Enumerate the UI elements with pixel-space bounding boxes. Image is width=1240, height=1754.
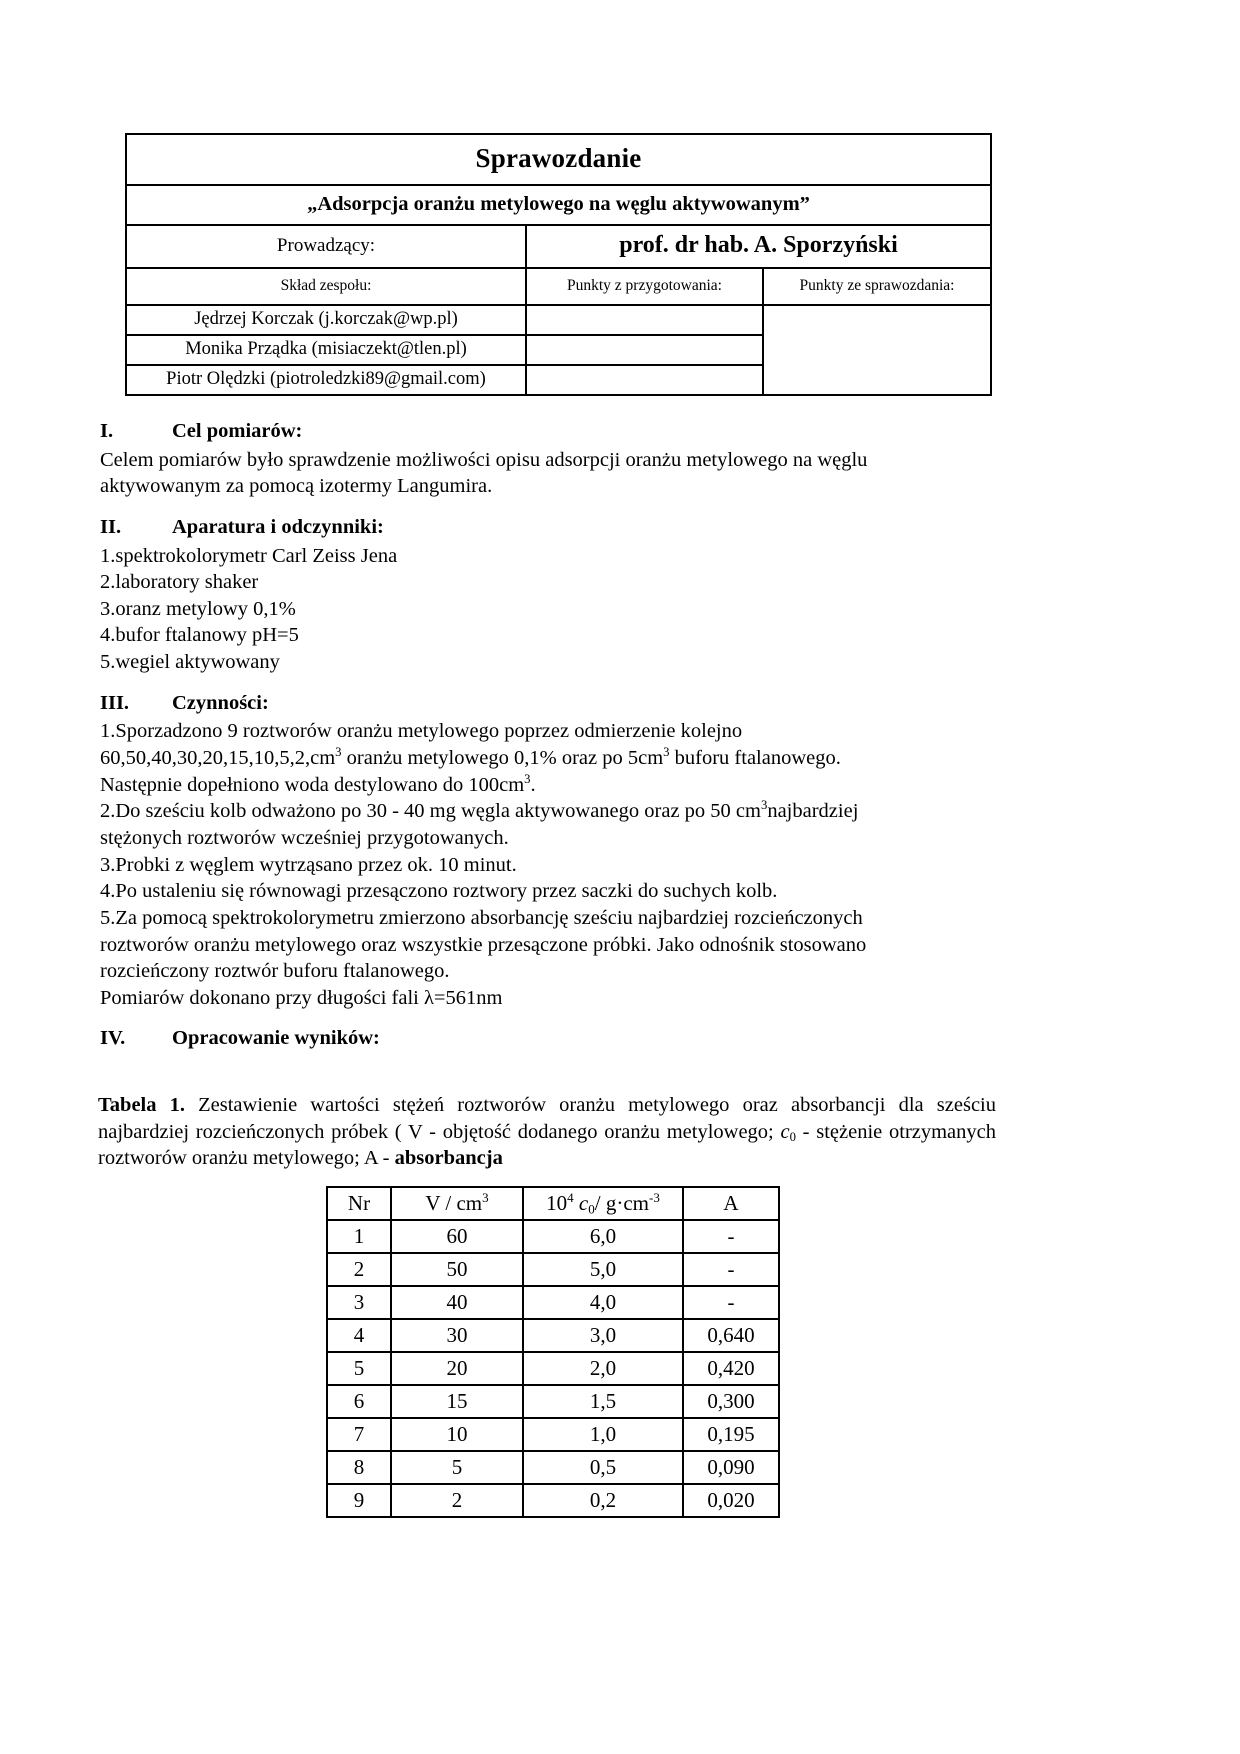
conc-factor: 10 <box>546 1190 568 1215</box>
c0-symbol: c <box>780 1120 790 1143</box>
cell-concentration: 3,0 <box>523 1319 683 1352</box>
procedure-3: 3.Probki z węglem wytrząsano przez ok. 10 minut. <box>100 853 517 876</box>
column-header-absorbance: A <box>683 1187 779 1220</box>
cell-nr: 5 <box>327 1352 391 1385</box>
procedure-1-line-2 <box>100 745 998 772</box>
table-row <box>327 1319 779 1352</box>
procedure-1-mid: oranżu metylowego 0,1% oraz po 5cm <box>341 747 664 770</box>
section-heading-2 <box>100 514 998 541</box>
table-row <box>327 1451 779 1484</box>
cell-absorbance: 0,640 <box>683 1319 779 1352</box>
section-1-line-1: Celem pomiarów było sprawdzenie możliwości opisu adsorpcji oranżu metylowego na węglu <box>100 448 868 471</box>
cell-absorbance: 0,090 <box>683 1451 779 1484</box>
cell-concentration: 6,0 <box>523 1220 683 1253</box>
table-row <box>327 1385 779 1418</box>
procedure-1-volumes: 60,50,40,30,20,15,10,5,2,cm <box>100 747 336 770</box>
procedure-2-text: 2.Do sześciu kolb odważono po 30 - 40 mg węgla aktywowanego oraz po 50 cm <box>100 800 761 823</box>
measurement-table-wrapper <box>98 1186 998 1518</box>
cell-concentration: 1,5 <box>523 1385 683 1418</box>
cell-volume: 50 <box>391 1253 523 1286</box>
procedure-2-line-1 <box>100 798 998 825</box>
table-1-caption-text-a: Zestawienie wartości stężeń roztworów oranżu metylowego oraz absorbancji dla sześciu najbardziej rozcieńczonych próbek ( V - objętość dodanego oranżu metylowego; <box>98 1094 996 1143</box>
points-preparation-label: Punkty z przygotowania: <box>526 268 763 305</box>
procedure-5-line-2: roztworów oranżu metylowego oraz wszystkie przesączone próbki. Jako odnośnik stosowano <box>100 933 867 956</box>
cell-absorbance: - <box>683 1253 779 1286</box>
points-preparation-cell-3[interactable] <box>526 365 763 395</box>
procedure-1-line-1: 1.Sporzadzono 9 roztworów oranżu metylowego poprzez odmierzenie kolejno <box>100 720 743 743</box>
points-preparation-cell-1[interactable] <box>526 305 763 335</box>
supervisor-name: prof. dr hab. A. Sporzyński <box>526 225 991 268</box>
document-page <box>98 0 998 1518</box>
cell-volume: 60 <box>391 1220 523 1253</box>
conc-factor-exponent: 4 <box>567 1189 574 1205</box>
team-member-2: Monika Prządka (misiaczekt@tlen.pl) <box>126 335 526 365</box>
cm3-exponent: 3 <box>524 771 531 786</box>
cell-concentration: 4,0 <box>523 1286 683 1319</box>
procedure-1-period: . <box>530 773 536 796</box>
cell-volume: 15 <box>391 1385 523 1418</box>
cell-absorbance: 0,300 <box>683 1385 779 1418</box>
cm3-exponent: 3 <box>760 798 768 813</box>
cell-nr: 9 <box>327 1484 391 1517</box>
conc-symbol: c <box>573 1190 589 1215</box>
section-heading-1 <box>100 418 998 445</box>
column-header-nr: Nr <box>327 1187 391 1220</box>
points-report-label: Punkty ze sprawozdania: <box>763 268 991 305</box>
section-heading-3 <box>100 690 998 717</box>
table-1-label: Tabela 1. <box>98 1094 185 1117</box>
team-member-1: Jędrzej Korczak (j.korczak@wp.pl) <box>126 305 526 335</box>
table-row <box>327 1418 779 1451</box>
points-report-cell[interactable] <box>763 305 991 395</box>
measurement-table-body <box>327 1220 779 1517</box>
section-4-caption: Opracowanie wyników: <box>172 1027 380 1050</box>
conc-units-exponent: -3 <box>649 1189 660 1205</box>
section-1-numeral: I. <box>100 420 114 442</box>
team-member-row <box>126 305 991 335</box>
team-label: Skład zespołu: <box>126 268 526 305</box>
cell-absorbance: 0,420 <box>683 1352 779 1385</box>
supervisor-label: Prowadzący: <box>126 225 526 268</box>
header-subtitle-row <box>126 185 991 225</box>
cell-nr: 8 <box>327 1451 391 1484</box>
cell-concentration: 0,2 <box>523 1484 683 1517</box>
conc-units: / g·cm <box>594 1190 649 1215</box>
cell-absorbance: - <box>683 1220 779 1253</box>
cell-concentration: 1,0 <box>523 1418 683 1451</box>
cell-nr: 3 <box>327 1286 391 1319</box>
cm3-exponent: 3 <box>335 745 342 760</box>
cell-concentration: 5,0 <box>523 1253 683 1286</box>
procedure-5-line-3: rozcieńczony roztwór buforu ftalanowego. <box>100 960 450 983</box>
column-header-volume <box>391 1187 523 1220</box>
points-preparation-cell-2[interactable] <box>526 335 763 365</box>
cell-volume: 40 <box>391 1286 523 1319</box>
section-2-caption: Aparatura i odczynniki: <box>172 515 384 538</box>
supervisor-row <box>126 225 991 268</box>
document-title: Sprawozdanie <box>126 134 991 185</box>
table-row <box>327 1286 779 1319</box>
document-subtitle: „Adsorpcja oranżu metylowego na węglu aktywowanym” <box>126 185 991 225</box>
cell-nr: 7 <box>327 1418 391 1451</box>
procedure-2-text-end: najbardziej <box>767 800 859 823</box>
procedure-1-dilution: Następnie dopełniono woda destylowano do 100cm <box>100 773 525 796</box>
apparatus-item: 3.oranz metylowy 0,1% <box>100 597 296 620</box>
column-header-volume-text: V / cm <box>425 1190 483 1215</box>
section-1-line-2: aktywowanym za pomocą izotermy Langumira. <box>100 475 493 498</box>
wavelength-note: Pomiarów dokonano przy długości fali λ=561nm <box>100 986 503 1009</box>
report-body <box>100 418 998 1052</box>
table-row <box>327 1220 779 1253</box>
section-3-caption: Czynności: <box>172 691 269 714</box>
cell-concentration: 0,5 <box>523 1451 683 1484</box>
cell-nr: 6 <box>327 1385 391 1418</box>
cm3-exponent: 3 <box>663 745 670 760</box>
cell-absorbance: 0,020 <box>683 1484 779 1517</box>
cell-nr: 4 <box>327 1319 391 1352</box>
team-member-3: Piotr Olędzki (piotroledzki89@gmail.com) <box>126 365 526 395</box>
procedure-1-end: buforu ftalanowego. <box>669 747 841 770</box>
cell-volume: 30 <box>391 1319 523 1352</box>
section-4-numeral: IV. <box>100 1027 126 1050</box>
apparatus-item: 4.bufor ftalanowy pH=5 <box>100 624 299 647</box>
cell-absorbance: 0,195 <box>683 1418 779 1451</box>
report-header-table <box>125 133 992 396</box>
header-title-row <box>126 134 991 185</box>
column-header-concentration <box>523 1187 683 1220</box>
apparatus-item: 1.spektrokolorymetr Carl Zeiss Jena <box>100 544 398 567</box>
cell-absorbance: - <box>683 1286 779 1319</box>
cell-concentration: 2,0 <box>523 1352 683 1385</box>
table-row <box>327 1253 779 1286</box>
cell-nr: 1 <box>327 1220 391 1253</box>
table-1-caption-text-b: - stężenie otrzymanych roztworów oranżu metylowego; A - <box>98 1120 997 1170</box>
apparatus-item: 2.laboratory shaker <box>100 571 259 594</box>
section-2-numeral: II. <box>100 515 122 538</box>
points-header-row <box>126 268 991 305</box>
procedure-5-line-1: 5.Za pomocą spektrokolorymetru zmierzono absorbancję sześciu najbardziej rozcieńczonych <box>100 906 863 929</box>
cell-volume: 10 <box>391 1418 523 1451</box>
table-row <box>327 1352 779 1385</box>
procedure-2-line-2: stężonych roztworów wcześniej przygotowanych. <box>100 826 509 849</box>
cell-volume: 5 <box>391 1451 523 1484</box>
table-1-caption-absorbance: absorbancja <box>394 1147 503 1170</box>
procedure-4: 4.Po ustaleniu się równowagi przesączono roztwory przez saczki do suchych kolb. <box>100 880 778 903</box>
cell-volume: 2 <box>391 1484 523 1517</box>
measurement-table <box>326 1186 780 1518</box>
cell-volume: 20 <box>391 1352 523 1385</box>
measurement-table-header-row <box>327 1187 779 1220</box>
column-header-volume-exponent: 3 <box>482 1189 489 1205</box>
table-1-caption <box>98 1092 996 1172</box>
apparatus-item: 5.wegiel aktywowany <box>100 651 280 674</box>
section-heading-4 <box>100 1025 998 1052</box>
section-3-numeral: III. <box>100 691 130 714</box>
cell-nr: 2 <box>327 1253 391 1286</box>
section-1-caption: Cel pomiarów: <box>172 420 303 442</box>
c0-subscript: 0 <box>789 1129 796 1144</box>
procedure-1-line-3 <box>100 772 998 799</box>
table-row <box>327 1484 779 1517</box>
conc-symbol-subscript: 0 <box>588 1201 595 1217</box>
